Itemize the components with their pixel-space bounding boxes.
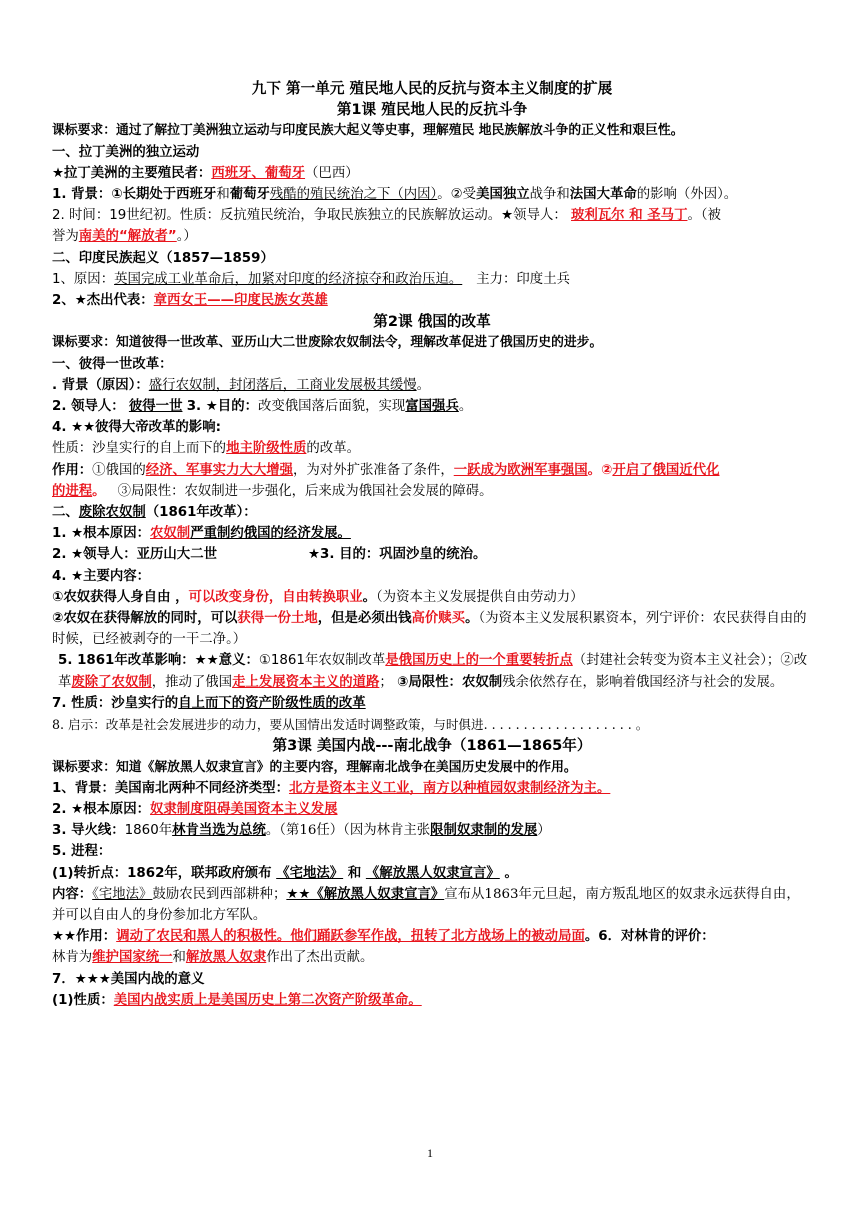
l3-eff-h: 作出了杰出贡献。 [266,950,374,966]
lesson1-time [52,205,812,226]
l2-bg-label: . 背景（原因）： [52,377,149,393]
l3-fuse-g: ） [537,823,551,839]
liberator-value: 南美的“解放者” [78,229,177,245]
lesson3-lincoln [52,947,812,968]
lesson3-background [52,778,812,799]
lesson2-nature [52,438,812,459]
bg-text-e: 残酷的殖民统治之下（内因） [269,187,438,203]
l3-turn-c: 和 [347,865,362,881]
l3-fuse-c: 林肯当选为总统 [172,823,266,839]
l3-eff-d: 林肯为 [52,950,93,966]
colonizers-value: 西班牙、葡萄牙 [211,165,306,181]
bg-text-b: 西班牙 [176,187,217,203]
l2-s2-a: 二、 [52,505,79,521]
l2-inf-k: 残余依然存在，影响着俄国经济与社会的发展。 [502,674,784,690]
l3-root-a: 2. ★根本原因： [52,801,151,817]
l2-root-b: 农奴制 [150,526,191,542]
l2-inf-e: 废除了农奴制 [71,674,152,690]
l3-nat-a: (1)性质： [52,992,114,1008]
lesson2-title: 第2课 俄国的改革 [373,313,491,331]
l2-nat-a: 7. 性质：沙皇实行的 [52,695,179,711]
lesson3-nature [52,990,812,1011]
l2-effect-label: 作用： [52,462,93,478]
bg-text-i: 法国大革命 [569,187,637,203]
time-text-f: 。） [176,229,197,245]
lesson2-influence [52,650,812,692]
l2-effect-e: 一跃成为欧洲军事强国 [453,462,588,478]
l3-cont-d: ★★《解放黑人奴隶宣言》 [286,886,445,902]
l3-nat-b: 美国内战实质上是美国历史上第二次资产阶级革命。 [113,992,422,1008]
l2-effect-k: 农奴制进一步强化，后来成为俄国社会发展的障碍。 [184,483,493,499]
l2-inf-a: 5. 1861年改革影响：★★意义： [58,653,259,669]
l3-turn-d: 《解放黑人奴隶宣言》 [365,865,500,881]
l3-eff-a: ★★作用： [52,929,117,945]
l2-c2-f: （为资本主义发展积累资本，列宁评价：农民获得自由的时候，已经被剥夺的一干二净。） [52,611,807,648]
l2-inf-h: ； [379,674,393,690]
l3-bg-a: 1、背景：美国南北两种不同经济类型： [52,780,289,796]
lesson2-impact-heading: 4. ★★彼得大帝改革的影响: [52,420,221,436]
lesson1-standard: 课标要求：通过了解拉丁美洲独立运动与印度民族大起义等史事，理解殖民 地民族解放斗争的正义性和艰巨性。 [52,123,684,139]
bg-text-c: 和 [216,187,230,203]
time-text-a: 2. 时间：19世纪初。性质：反抗殖民统治，争取民族独立的民族解放运动。★领导人： [52,208,567,224]
l2-leader2: 2. ★领导人：亚历山大二世 [52,547,217,563]
lesson3-significance-heading: 7．★★★美国内战的意义 [52,971,205,987]
rep-value: 章西女王——印度民族女英雄 [153,293,328,309]
l2-effect-i: 。 [92,483,106,499]
colonizers-label: ★拉丁美洲的主要殖民者： [52,165,212,181]
l2-c2-b: 获得一份土地 [237,611,318,627]
l2-effect-h: 的进程 [52,483,93,499]
l3-fuse-f: 限制奴隶制的发展 [430,823,538,839]
l2-nature-a: 性质：沙皇实行的自上而下的 [52,441,227,457]
l2-c1-a: ①农奴获得人身自由 ， [52,589,189,605]
l2-inf-c: 是俄国历史上的一个重要转折点 [385,653,573,669]
l2-root-label: 1. ★根本原因： [52,526,151,542]
lesson2-nature2 [52,693,812,714]
lesson1-background [52,184,812,205]
l2-effect-d: ，为对外扩张准备了条件， [293,462,454,478]
leaders-value: 玻利瓦尔 和 圣马丁 [571,208,688,224]
l2-s2-c: （1861年改革）： [145,505,257,521]
rep-label: 2、★杰出代表： [52,293,154,309]
l3-cont-c: 鼓励农民到西部耕种； [152,886,287,902]
lesson1-section1-heading: 一、拉丁美洲的独立运动 [52,144,200,160]
l2-inf-b: ①1861年农奴制改革 [258,653,386,669]
l2-purpose-text: 改变俄国落后面貌，实现 [257,399,406,415]
lesson2-content-heading: 4. ★主要内容： [52,568,151,584]
l3-fuse-d: 。 [265,823,280,839]
lesson1-cause [52,269,812,290]
l3-cont-b: 《宅地法》 [92,886,153,902]
l3-root-b: 奴隶制度阻碍美国资本主义发展 [150,801,338,817]
lesson2-standard: 课标要求：知道彼得一世改革、亚历山大二世废除农奴制法令，理解改革促进了俄国历史的进步。 [52,335,603,351]
lesson3-effect [52,926,812,947]
lesson2-leader [52,396,812,417]
document-page [52,78,812,1011]
l3-bg-b: 北方是资本主义工业，南方以种植园奴隶制经济为主。 [288,780,611,796]
lesson3-turning-point [52,863,812,884]
lesson1-colonizers [52,163,812,184]
l2-nature-b: 地主阶级性质 [226,441,307,457]
bg-text-d: 葡萄牙 [229,187,270,203]
lesson3-root-cause [52,799,812,820]
l2-nat-b: 自上而下的资产阶级性质的改革 [178,695,366,711]
l3-turn-b: 《宅地法》 [276,865,344,881]
l3-eff-e: 维护国家统一 [92,950,173,966]
l2-bg-end: 。 [416,377,430,393]
l3-turn-e: 。 [504,865,518,881]
lesson3-process-heading: 5. 进程： [52,844,112,860]
l3-cont-a: 内容： [52,886,93,902]
lesson2-effect-cont [52,481,812,502]
l3-fuse-b: 1860年 [124,823,173,839]
page-number: 1 [427,1146,433,1160]
bg-text-a: 1. 背景：①长期处于 [52,187,177,203]
lesson1-title: 第1课 殖民地人民的反抗斗争 [336,101,528,119]
l2-nature-c: 的改革。 [306,441,360,457]
bg-text-j: 的影响（外因）。 [636,187,738,203]
l2-c1-c: 。 [362,589,376,605]
time-text-d: 誉为 [52,229,79,245]
l2-c2-c: ，但是必须出钱 [317,611,412,627]
lesson2-section2-heading [52,502,812,523]
l3-eff-f: 和 [172,950,186,966]
l2-effect-f: 。② [587,462,613,478]
lesson2-inspiration: 8. 启示：改革是社会发展进步的动力，要从国情出发适时调整政策，与时俱进. . . . . . . . . . . . . . . . . . . 。 [52,717,649,733]
main-force: 主力：印度土兵 [476,271,570,287]
cause-value: 英国完成工业革命后，加紧对印度的经济掠夺和政治压迫。 [114,271,463,287]
lesson2-root-cause [52,523,812,544]
l2-c2-d: 高价赎买 [411,611,466,627]
l3-fuse-a: 3. 导火线： [52,823,125,839]
bg-text-g: 美国独立 [476,187,530,203]
l3-eff-g: 解放黑人奴隶 [185,950,267,966]
lesson3-title: 第3课 美国内战---南北战争（1861—1865年） [272,737,592,755]
l2-leader-label: 2. 领导人： [52,399,125,415]
lesson3-fuse [52,820,812,841]
bg-text-h: 战争和 [529,187,570,203]
l2-c1-d: （为资本主义发展提供自由劳动力） [375,589,584,605]
lesson2-background [52,375,812,396]
l2-c2-e: 。 [465,611,479,627]
bg-text-f: 。②受 [437,187,477,203]
l2-purpose-label: 3. ★目的： [186,399,258,415]
lesson1-section2-heading: 二、印度民族起义（1857—1859） [52,250,274,266]
l3-cont-e: 宣布从1863年元旦起，南方叛乱地区的奴隶永远获得自由，并可以自由人的身份参加北方军队。 [52,886,800,923]
l2-inf-d: （封建社会转变为资本主义社会）；②改革 [58,653,808,690]
l2-inf-j: 农奴制 [461,674,503,690]
colonizers-note: （巴西） [305,165,359,181]
l2-leader-value: 彼得一世 [128,399,183,415]
l3-eff-c: 。6．对林肯的评价： [584,929,715,945]
lesson2-content2 [52,608,812,650]
l3-fuse-e: （第16任）（因为林肯主张 [279,823,431,839]
l2-effect-j: ③局限性： [117,483,185,499]
lesson2-section1-heading: 一、彼得一世改革： [52,356,173,372]
l2-c1-b: 可以改变身份，自由转换职业 [188,589,363,605]
time-text-c: 。（被 [687,208,721,224]
lesson3-content [52,884,812,926]
lesson1-representative [52,290,812,311]
l2-inf-g: 走上发展资本主义的道路 [232,674,380,690]
l2-s2-b: 废除农奴制 [78,505,146,521]
lesson2-content1 [52,587,812,608]
l2-c2-a: ②农奴在获得解放的同时，可以 [52,611,238,627]
l3-turn-a: (1)转折点：1862年，联邦政府颁布 [52,865,272,881]
l2-purpose-end: 。 [458,399,473,415]
l2-effect-g: 开启了俄国近代化 [612,462,720,478]
l2-effect-b: ①俄国的 [92,462,146,478]
lesson2-leader2 [52,544,812,565]
lesson1-time-cont [52,226,812,247]
cause-label: 1、原因： [52,271,115,287]
l3-eff-b: 调动了农民和黑人的积极性。他们踊跃参军作战，扭转了北方战场上的被动局面 [116,929,585,945]
l2-purpose-value: 富国强兵 [405,399,459,415]
lesson2-effect [52,460,812,481]
l2-inf-f: ，推动了俄国 [151,674,233,690]
l2-purpose2: ★3. 目的：巩固沙皇的统治。 [308,547,487,563]
l2-inf-i: ③局限性： [397,674,462,690]
unit-title: 九下 第一单元 殖民地人民的反抗与资本主义制度的扩展 [251,80,613,97]
lesson3-standard: 课标要求：知道《解放黑人奴隶宣言》的主要内容，理解南北战争在美国历史发展中的作用。 [52,759,577,775]
l2-bg-value: 盛行农奴制，封闭落后，工商业发展极其缓慢 [148,377,417,393]
l2-effect-c: 经济、军事实力大大增强 [145,462,294,478]
l2-root-c: 严重制约俄国的经济发展。 [190,526,351,542]
